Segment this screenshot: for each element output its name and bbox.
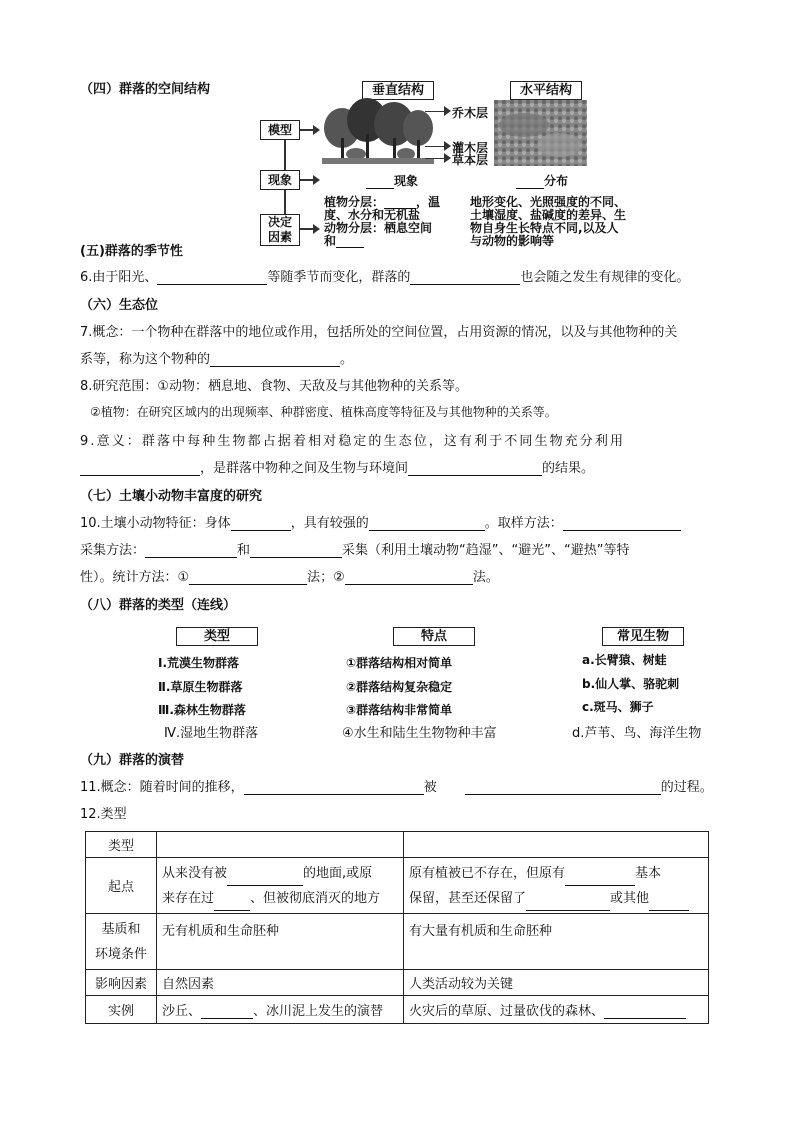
col-feature-header: 特点 bbox=[393, 627, 475, 646]
type-item-4: Ⅳ.湿地生物群落 bbox=[164, 726, 259, 741]
cell-secondary-env: 有大量有机质和生命胚种 bbox=[404, 914, 709, 970]
type-item-1: Ⅰ.荒漠生物群落 bbox=[158, 656, 240, 670]
feature-item-2: ②群落结构复杂稳定 bbox=[346, 680, 453, 694]
q8-line2: ②植物：在研究区域内的出现频率、种群密度、植株高度等特征及与其他物种的关系等。 bbox=[90, 405, 557, 419]
q10-line2: 采集方法： 和 采集（利用土壤动物“趋湿”、“避光”、“避热”等特 bbox=[80, 543, 630, 558]
forest-illustration bbox=[322, 98, 434, 166]
horizontal-texture-image bbox=[494, 100, 587, 166]
phenomenon-right: 分布 bbox=[516, 172, 568, 189]
organism-item-d: d.芦苇、鸟、海洋生物 bbox=[572, 726, 702, 741]
phenomenon-arrow bbox=[300, 179, 314, 181]
box-factor-line1: 决定 bbox=[267, 215, 292, 229]
cell-header-env: 基质和 环境条件 bbox=[86, 914, 157, 970]
section5-title: (五)群落的季节性 bbox=[80, 244, 183, 259]
blank[interactable] bbox=[410, 270, 520, 285]
blank[interactable] bbox=[408, 461, 542, 476]
cell-primary-example: 沙丘、 、冰川泥上发生的演替 bbox=[157, 996, 404, 1024]
q12-title: 12.类型 bbox=[80, 807, 127, 822]
blank[interactable] bbox=[214, 896, 250, 911]
cell-secondary-example: 火灾后的草原、过量砍伐的森林、 bbox=[404, 996, 709, 1024]
organism-item-b: b.仙人掌、骆驼刺 bbox=[582, 677, 680, 691]
section9-title: （九）群落的演替 bbox=[80, 753, 185, 768]
blank[interactable] bbox=[336, 236, 364, 248]
type-item-2: Ⅱ.草原生物群落 bbox=[158, 680, 243, 694]
blank[interactable] bbox=[369, 516, 485, 531]
section8-title: （八）群落的类型（连线） bbox=[80, 598, 237, 613]
cell-primary-env: 无有机质和生命胚种 bbox=[157, 914, 404, 970]
box-factor bbox=[260, 214, 300, 246]
box-model: 模型 bbox=[260, 120, 300, 140]
grass-layer-pointer bbox=[425, 158, 445, 159]
horizontal-structure-title: 水平结构 bbox=[510, 81, 582, 100]
factor-arrow bbox=[300, 228, 314, 230]
factor-left-text: 植物分层： ，温 度、水分和无机盐 动物分层：栖息空间 和 bbox=[324, 195, 441, 248]
blank[interactable] bbox=[145, 543, 237, 558]
blank[interactable] bbox=[366, 174, 394, 189]
blank[interactable] bbox=[231, 516, 291, 531]
box-factor-line2: 因素 bbox=[267, 230, 292, 244]
blank[interactable] bbox=[516, 174, 544, 189]
q10-line3: 性）。统计方法：① 法；② 法。 bbox=[80, 570, 499, 585]
shrub-layer-pointer bbox=[425, 146, 445, 147]
table-row bbox=[86, 970, 709, 996]
blank[interactable] bbox=[563, 516, 681, 531]
feature-item-3: ③群落结构非常简单 bbox=[346, 703, 453, 717]
feature-item-4: ④水生和陆生生物物种丰富 bbox=[342, 726, 497, 741]
blank[interactable] bbox=[244, 780, 424, 795]
table-row bbox=[86, 858, 709, 914]
table-row bbox=[86, 832, 709, 858]
table-row bbox=[86, 914, 709, 970]
q9-line2: ，是群落中物种之间及生物与环境间 的结果。 bbox=[80, 457, 594, 476]
cell-primary-start: 从来没有被 的地面,或原 来存在过 、但被彻底消灭的地方 bbox=[157, 858, 404, 914]
model-arrow bbox=[300, 129, 314, 131]
section4-title: （四）群落的空间结构 bbox=[80, 82, 211, 97]
table-row bbox=[86, 996, 709, 1024]
layer-shrub-label: 灌木层 bbox=[452, 141, 489, 155]
section7-title: （七）土壤小动物丰富度的研究 bbox=[80, 489, 263, 504]
cell-header-example: 实例 bbox=[86, 996, 157, 1024]
q9-line1: 9.意义：群落中每种生物都占据着相对稳定的生态位，这有利于不同生物充分利用 bbox=[80, 434, 626, 449]
cell-header-type: 类型 bbox=[86, 832, 157, 858]
vertical-structure-title: 垂直结构 bbox=[362, 81, 434, 100]
q7-line1: 7.概念：一个物种在群落中的地位或作用，包括所处的空间位置，占用资源的情况，以及与其他物种的关 bbox=[80, 325, 678, 340]
factor-right-text: 地形变化、光照强度的不同、 土壤湿度、盐碱度的差异、生 物自身生长特点不同,以及人 与动物的影响等 bbox=[470, 195, 627, 248]
layer-tree-label: 乔木层 bbox=[452, 106, 489, 120]
cell-primary-factor: 自然因素 bbox=[157, 970, 404, 996]
blank[interactable] bbox=[604, 1004, 686, 1019]
cell-header-factor: 影响因素 bbox=[86, 970, 157, 996]
blank[interactable] bbox=[465, 780, 661, 795]
organism-item-c: c.斑马、狮子 bbox=[582, 700, 654, 714]
blank[interactable] bbox=[250, 543, 342, 558]
q7-line2: 系等，称为这个物种的 。 bbox=[80, 352, 354, 367]
blank[interactable] bbox=[210, 352, 340, 367]
blank[interactable] bbox=[201, 1004, 253, 1019]
blank[interactable] bbox=[80, 461, 200, 476]
blank[interactable] bbox=[649, 896, 689, 911]
col-type-header: 类型 bbox=[176, 627, 258, 646]
phenomenon-left: 现象 bbox=[366, 172, 418, 189]
box-phenomenon: 现象 bbox=[260, 170, 300, 190]
feature-item-1: ①群落结构相对简单 bbox=[346, 656, 453, 670]
q11-line: 11.概念：随着时间的推移， 被 的过程。 bbox=[80, 780, 713, 795]
cell-header-start: 起点 bbox=[86, 858, 157, 914]
q8-line1: 8.研究范围：①动物：栖息地、食物、天敌及与其他物种的关系等。 bbox=[80, 379, 469, 394]
blank[interactable] bbox=[157, 270, 267, 285]
blank[interactable] bbox=[189, 570, 307, 585]
type-item-3: Ⅲ.森林生物群落 bbox=[158, 703, 246, 717]
col-organism-header: 常见生物 bbox=[602, 627, 684, 646]
blank[interactable] bbox=[345, 570, 473, 585]
tree-layer-pointer bbox=[425, 111, 445, 112]
cell-secondary-factor: 人类活动较为关键 bbox=[404, 970, 709, 996]
section6-title: （六）生态位 bbox=[80, 298, 159, 313]
cell-primary-type[interactable] bbox=[157, 832, 404, 858]
layer-grass-label: 草本层 bbox=[452, 153, 489, 167]
blank[interactable] bbox=[565, 871, 635, 886]
blank[interactable] bbox=[526, 896, 610, 911]
blank[interactable] bbox=[227, 871, 303, 886]
succession-table bbox=[85, 831, 709, 1024]
q10-line1: 10.土壤小动物特征：身体 ，具有较强的 。取样方法： bbox=[80, 512, 681, 531]
organism-item-a: a.长臂猿、树蛙 bbox=[582, 653, 667, 667]
cell-secondary-start: 原有植被已不存在，但原有 基本 保留，甚至还保留了 或其他 bbox=[404, 858, 709, 914]
q6-line: 6.由于阳光、 等随季节而变化，群落的 也会随之发生有规律的变化。 bbox=[80, 270, 690, 285]
cell-secondary-type[interactable] bbox=[404, 832, 709, 858]
